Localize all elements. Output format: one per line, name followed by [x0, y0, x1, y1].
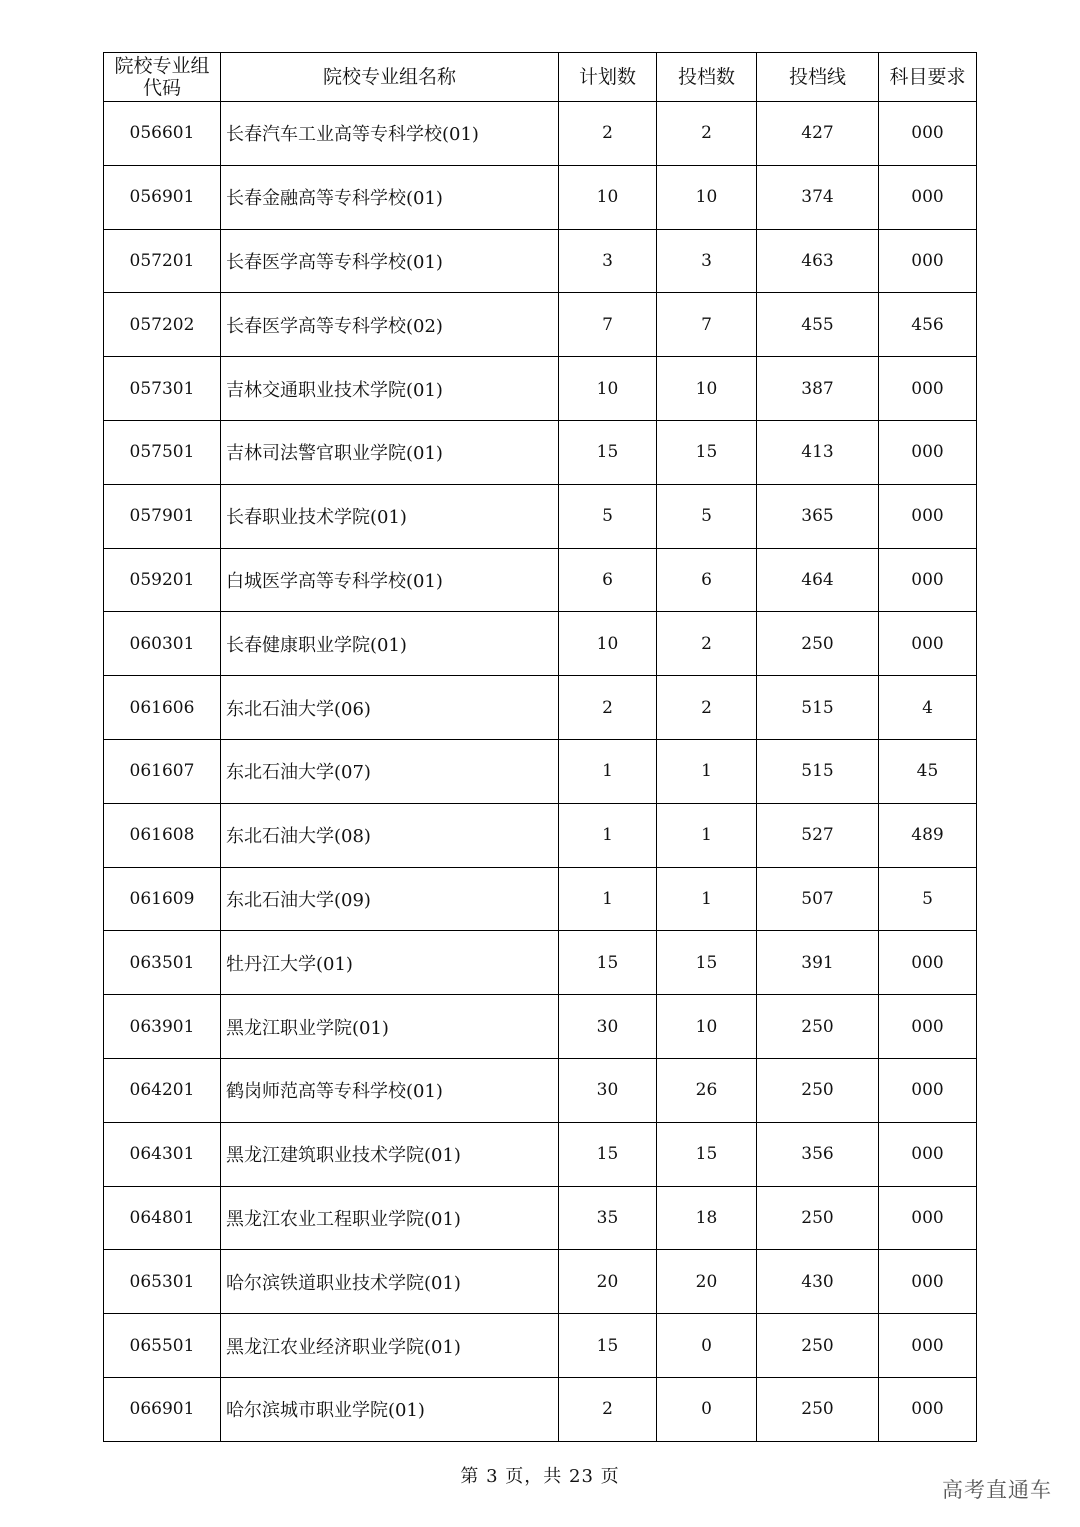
- table-body: [104, 102, 977, 1442]
- cell-plan-count: 2: [559, 102, 657, 166]
- cell-group-code: 066901: [104, 1377, 221, 1441]
- cell-plan-count: 7: [559, 293, 657, 357]
- cell-subject-requirement: 000: [879, 1122, 977, 1186]
- cell-group-code: 059201: [104, 548, 221, 612]
- cell-plan-count: 5: [559, 484, 657, 548]
- cell-filing-line: 430: [757, 1250, 879, 1314]
- table-row: [104, 165, 977, 229]
- cell-filing-line: 387: [757, 357, 879, 421]
- cell-group-code: 057501: [104, 420, 221, 484]
- cell-group-code: 063501: [104, 931, 221, 995]
- cell-group-code: 057901: [104, 484, 221, 548]
- cell-filed-count: 5: [657, 484, 757, 548]
- cell-group-name: 牡丹江大学(01): [221, 931, 559, 995]
- cell-filing-line: 527: [757, 803, 879, 867]
- cell-filed-count: 1: [657, 867, 757, 931]
- cell-filing-line: 427: [757, 102, 879, 166]
- header-row: [104, 53, 977, 102]
- table-row: [104, 612, 977, 676]
- cell-filing-line: 250: [757, 1377, 879, 1441]
- cell-subject-requirement: 000: [879, 229, 977, 293]
- cell-filed-count: 10: [657, 357, 757, 421]
- table-header: [104, 53, 977, 102]
- cell-group-name: 黑龙江建筑职业技术学院(01): [221, 1122, 559, 1186]
- cell-group-name: 长春汽车工业高等专科学校(01): [221, 102, 559, 166]
- table-row: [104, 995, 977, 1059]
- cell-group-name: 长春医学高等专科学校(02): [221, 293, 559, 357]
- cell-group-code: 064301: [104, 1122, 221, 1186]
- table-row: [104, 548, 977, 612]
- cell-group-code: 056901: [104, 165, 221, 229]
- cell-filed-count: 2: [657, 612, 757, 676]
- cell-filed-count: 6: [657, 548, 757, 612]
- cell-subject-requirement: 45: [879, 739, 977, 803]
- header-group-code-line2: 代码: [142, 77, 181, 99]
- cell-plan-count: 15: [559, 931, 657, 995]
- table-row: [104, 1122, 977, 1186]
- cell-group-name: 东北石油大学(06): [221, 676, 559, 740]
- cell-filed-count: 0: [657, 1314, 757, 1378]
- cell-subject-requirement: 000: [879, 1058, 977, 1122]
- watermark-text: 高考直通车: [942, 1478, 1052, 1502]
- cell-group-code: 063901: [104, 995, 221, 1059]
- cell-group-code: 061609: [104, 867, 221, 931]
- cell-filing-line: 515: [757, 676, 879, 740]
- table-row: [104, 931, 977, 995]
- cell-group-code: 064801: [104, 1186, 221, 1250]
- cell-plan-count: 2: [559, 1377, 657, 1441]
- cell-plan-count: 1: [559, 867, 657, 931]
- cell-filing-line: 463: [757, 229, 879, 293]
- cell-group-code: 065301: [104, 1250, 221, 1314]
- cell-group-name: 白城医学高等专科学校(01): [221, 548, 559, 612]
- cell-filing-line: 515: [757, 739, 879, 803]
- header-filed-count: 投档数: [657, 53, 757, 102]
- cell-subject-requirement: 000: [879, 484, 977, 548]
- cell-subject-requirement: 000: [879, 1250, 977, 1314]
- cell-filing-line: 250: [757, 1314, 879, 1378]
- table-row: [104, 1377, 977, 1441]
- header-subject-requirement: 科目要求: [879, 53, 977, 102]
- cell-plan-count: 10: [559, 357, 657, 421]
- cell-filing-line: 365: [757, 484, 879, 548]
- cell-group-name: 东北石油大学(07): [221, 739, 559, 803]
- cell-group-name: 黑龙江职业学院(01): [221, 995, 559, 1059]
- cell-filed-count: 1: [657, 803, 757, 867]
- cell-group-code: 061606: [104, 676, 221, 740]
- cell-plan-count: 30: [559, 1058, 657, 1122]
- cell-subject-requirement: 456: [879, 293, 977, 357]
- cell-group-name: 长春职业技术学院(01): [221, 484, 559, 548]
- table-row: [104, 357, 977, 421]
- cell-subject-requirement: 000: [879, 357, 977, 421]
- cell-group-code: 057201: [104, 229, 221, 293]
- table-row: [104, 676, 977, 740]
- cell-filed-count: 2: [657, 102, 757, 166]
- cell-filing-line: 374: [757, 165, 879, 229]
- cell-plan-count: 6: [559, 548, 657, 612]
- table-row: [104, 867, 977, 931]
- cell-subject-requirement: 5: [879, 867, 977, 931]
- cell-subject-requirement: 000: [879, 1186, 977, 1250]
- cell-group-code: 057301: [104, 357, 221, 421]
- table-row: [104, 803, 977, 867]
- cell-filed-count: 0: [657, 1377, 757, 1441]
- cell-plan-count: 3: [559, 229, 657, 293]
- header-group-code: [104, 53, 221, 102]
- cell-plan-count: 10: [559, 165, 657, 229]
- cell-group-name: 长春医学高等专科学校(01): [221, 229, 559, 293]
- cell-filing-line: 250: [757, 1058, 879, 1122]
- cell-group-name: 黑龙江农业工程职业学院(01): [221, 1186, 559, 1250]
- cell-group-code: 060301: [104, 612, 221, 676]
- page-number: 第 3 页，共 23 页: [460, 1466, 620, 1487]
- table-row: [104, 102, 977, 166]
- cell-filing-line: 356: [757, 1122, 879, 1186]
- cell-group-name: 吉林交通职业技术学院(01): [221, 357, 559, 421]
- cell-filing-line: 464: [757, 548, 879, 612]
- cell-filing-line: 391: [757, 931, 879, 995]
- cell-group-code: 057202: [104, 293, 221, 357]
- cell-filed-count: 20: [657, 1250, 757, 1314]
- cell-filed-count: 15: [657, 931, 757, 995]
- cell-plan-count: 30: [559, 995, 657, 1059]
- header-group-name: 院校专业组名称: [221, 53, 559, 102]
- cell-plan-count: 15: [559, 1314, 657, 1378]
- table-row: [104, 1314, 977, 1378]
- cell-subject-requirement: 000: [879, 931, 977, 995]
- cell-filing-line: 455: [757, 293, 879, 357]
- cell-group-code: 061607: [104, 739, 221, 803]
- cell-plan-count: 1: [559, 803, 657, 867]
- cell-filing-line: 250: [757, 1186, 879, 1250]
- cell-filing-line: 250: [757, 612, 879, 676]
- cell-filed-count: 26: [657, 1058, 757, 1122]
- cell-plan-count: 15: [559, 1122, 657, 1186]
- cell-group-code: 065501: [104, 1314, 221, 1378]
- cell-subject-requirement: 489: [879, 803, 977, 867]
- cell-subject-requirement: 000: [879, 548, 977, 612]
- cell-subject-requirement: 000: [879, 612, 977, 676]
- cell-filed-count: 15: [657, 1122, 757, 1186]
- table-row: [104, 229, 977, 293]
- cell-filing-line: 250: [757, 995, 879, 1059]
- cell-group-code: 056601: [104, 102, 221, 166]
- table-row: [104, 1250, 977, 1314]
- cell-group-name: 东北石油大学(09): [221, 867, 559, 931]
- table-row: [104, 1058, 977, 1122]
- cell-group-name: 黑龙江农业经济职业学院(01): [221, 1314, 559, 1378]
- cell-plan-count: 20: [559, 1250, 657, 1314]
- cell-filed-count: 1: [657, 739, 757, 803]
- cell-subject-requirement: 000: [879, 420, 977, 484]
- cell-filed-count: 7: [657, 293, 757, 357]
- table-row: [104, 484, 977, 548]
- cell-plan-count: 10: [559, 612, 657, 676]
- cell-subject-requirement: 000: [879, 165, 977, 229]
- cell-group-name: 吉林司法警官职业学院(01): [221, 420, 559, 484]
- cell-filed-count: 2: [657, 676, 757, 740]
- cell-subject-requirement: 000: [879, 995, 977, 1059]
- cell-filed-count: 10: [657, 995, 757, 1059]
- cell-filed-count: 3: [657, 229, 757, 293]
- table-row: [104, 420, 977, 484]
- cell-filing-line: 413: [757, 420, 879, 484]
- header-plan-count: 计划数: [559, 53, 657, 102]
- cell-group-name: 鹤岗师范高等专科学校(01): [221, 1058, 559, 1122]
- table-row: [104, 293, 977, 357]
- cell-plan-count: 2: [559, 676, 657, 740]
- cell-filed-count: 18: [657, 1186, 757, 1250]
- cell-filing-line: 507: [757, 867, 879, 931]
- cell-plan-count: 15: [559, 420, 657, 484]
- cell-filed-count: 15: [657, 420, 757, 484]
- cell-plan-count: 1: [559, 739, 657, 803]
- header-group-code-line1: 院校专业组: [114, 55, 210, 77]
- cell-group-name: 东北石油大学(08): [221, 803, 559, 867]
- table-row: [104, 739, 977, 803]
- cell-subject-requirement: 000: [879, 102, 977, 166]
- header-filing-line: 投档线: [757, 53, 879, 102]
- cell-plan-count: 35: [559, 1186, 657, 1250]
- cell-group-name: 长春健康职业学院(01): [221, 612, 559, 676]
- table-row: [104, 1186, 977, 1250]
- cell-group-name: 哈尔滨铁道职业技术学院(01): [221, 1250, 559, 1314]
- cell-group-code: 061608: [104, 803, 221, 867]
- cell-subject-requirement: 000: [879, 1377, 977, 1441]
- cell-subject-requirement: 4: [879, 676, 977, 740]
- admission-table: [103, 52, 977, 1442]
- cell-group-name: 哈尔滨城市职业学院(01): [221, 1377, 559, 1441]
- cell-filed-count: 10: [657, 165, 757, 229]
- cell-group-code: 064201: [104, 1058, 221, 1122]
- cell-group-name: 长春金融高等专科学校(01): [221, 165, 559, 229]
- cell-subject-requirement: 000: [879, 1314, 977, 1378]
